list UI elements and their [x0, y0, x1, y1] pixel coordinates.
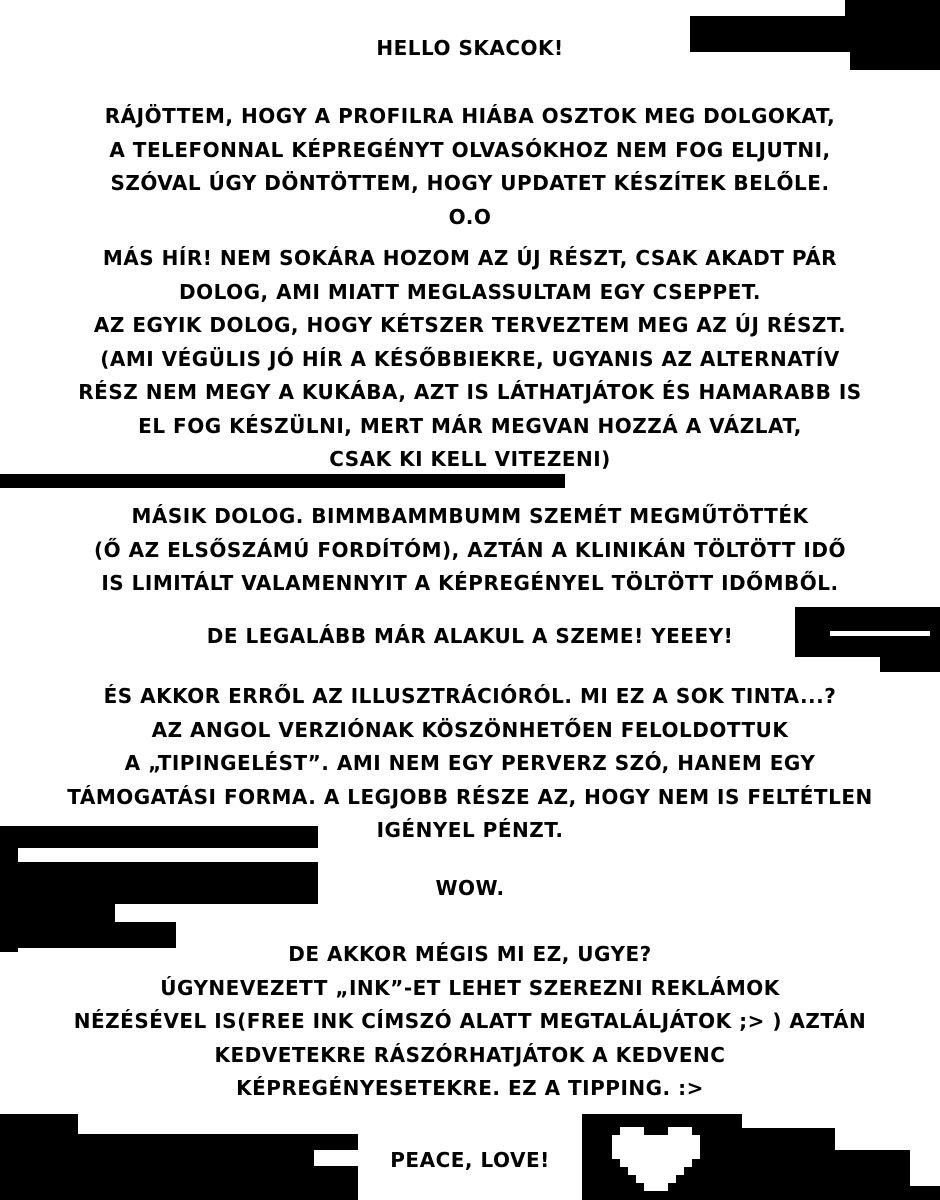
ink-block-left-3 — [0, 904, 115, 924]
ink-block-bottom-right-4 — [905, 1186, 940, 1200]
text-line: WOW. — [435, 876, 505, 900]
text-line: KÉPREGÉNYESETEKRE. EZ A TIPPING. :> — [236, 1076, 704, 1100]
text-line: DE LEGALÁBB MÁR ALAKUL A SZEME! YEEEY! — [206, 624, 734, 648]
paragraph-tipping — [0, 938, 940, 1106]
text-line: IGÉNYEL PÉNZT. — [376, 818, 564, 842]
ink-block-top-right-upper — [845, 0, 940, 20]
text-line: CSAK KI KELL VITEZENI) — [329, 447, 611, 471]
text-line: MÁSIK DOLOG. BIMMBAMMBUMM SZEMÉT MEGMŰTÖTTÉK — [131, 504, 809, 528]
text-line: MÁS HÍR! NEM SOKÁRA HOZOM AZ ÚJ RÉSZT, CSAK AKADT PÁR — [102, 246, 838, 270]
text-line: (Ő AZ ELSŐSZÁMÚ FORDÍTÓM), AZTÁN A KLINIKÁN TÖLTÖTT IDŐ — [94, 537, 846, 562]
greeting-line: HELLO SKACOK! — [376, 36, 564, 60]
greeting — [0, 32, 940, 66]
paragraph-translator — [0, 500, 940, 601]
text-line: IS LIMITÁLT VALAMENNYIT A KÉPREGÉNYEL TÖLTÖTT IDŐMBŐL. — [101, 571, 839, 595]
paragraph-eye — [0, 620, 940, 654]
text-line: ÚGYNEVEZETT „INK”-ET LEHET SZEREZNI REKLÁMOK — [160, 975, 780, 1000]
paragraph-wow — [0, 872, 940, 906]
text-line: (AMI VÉGÜLIS JÓ HÍR A KÉSŐBBIEKRE, UGYANIS AZ ALTERNATÍV — [100, 346, 840, 371]
text-line: KEDVETEKRE RÁSZÓRHATJÁTOK A KEDVENC — [214, 1042, 726, 1067]
text-line: NÉZÉSÉVEL IS(FREE INK CÍMSZÓ ALATT MEGTALÁLJÁTOK ;> ) AZTÁN — [73, 1009, 867, 1033]
paragraph-update — [0, 100, 940, 234]
text-line: ÉS AKKOR ERRŐL AZ ILLUSZTRÁCIÓRÓL. MI EZ A SOK TINTA...? — [103, 684, 837, 708]
text-line: TÁMOGATÁSI FORMA. A LEGJOBB RÉSZE AZ, HOGY NEM IS FELTÉTLEN — [67, 784, 873, 809]
text-line: RÉSZ NEM MEGY A KUKÁBA, AZT IS LÁTHATJÁTOK ÉS HAMARABB IS — [78, 380, 862, 404]
paragraph-illustration — [0, 680, 940, 848]
text-line: A TELEFONNAL KÉPREGÉNYT OLVASÓKHOZ NEM FOG ELJUTNI, — [109, 137, 831, 162]
text-line: DOLOG, AMI MIATT MEGLASSULTAM EGY CSEPPET. — [179, 279, 761, 304]
paragraph-news — [0, 242, 940, 477]
closing-line: PEACE, LOVE! — [390, 1148, 550, 1172]
text-line: RÁJÖTTEM, HOGY A PROFILRA HIÁBA OSZTOK MEG DOLGOKAT, — [104, 104, 836, 128]
text-line: SZÓVAL ÚGY DÖNTÖTTEM, HOGY UPDATET KÉSZÍTEK BELŐLE. — [110, 171, 830, 195]
text-line: DE AKKOR MÉGIS MI EZ, UGYE? — [288, 942, 652, 966]
text-line: A „TIPINGELÉST”. AMI NEM EGY PERVERZ SZÓ, HANEM EGY — [124, 751, 816, 775]
text-line: EL FOG KÉSZÜLNI, MERT MÁR MEGVAN HOZZÁ A VÁZLAT, — [138, 413, 802, 438]
text-line: AZ EGYIK DOLOG, HOGY KÉTSZER TERVEZTEM MEG AZ ÚJ RÉSZT. — [93, 313, 847, 337]
closing — [0, 1144, 940, 1178]
text-line: O.O — [448, 204, 492, 229]
text-line: AZ ANGOL VERZIÓNAK KÖSZÖNHETŐEN FELOLDOTTUK — [151, 717, 789, 742]
